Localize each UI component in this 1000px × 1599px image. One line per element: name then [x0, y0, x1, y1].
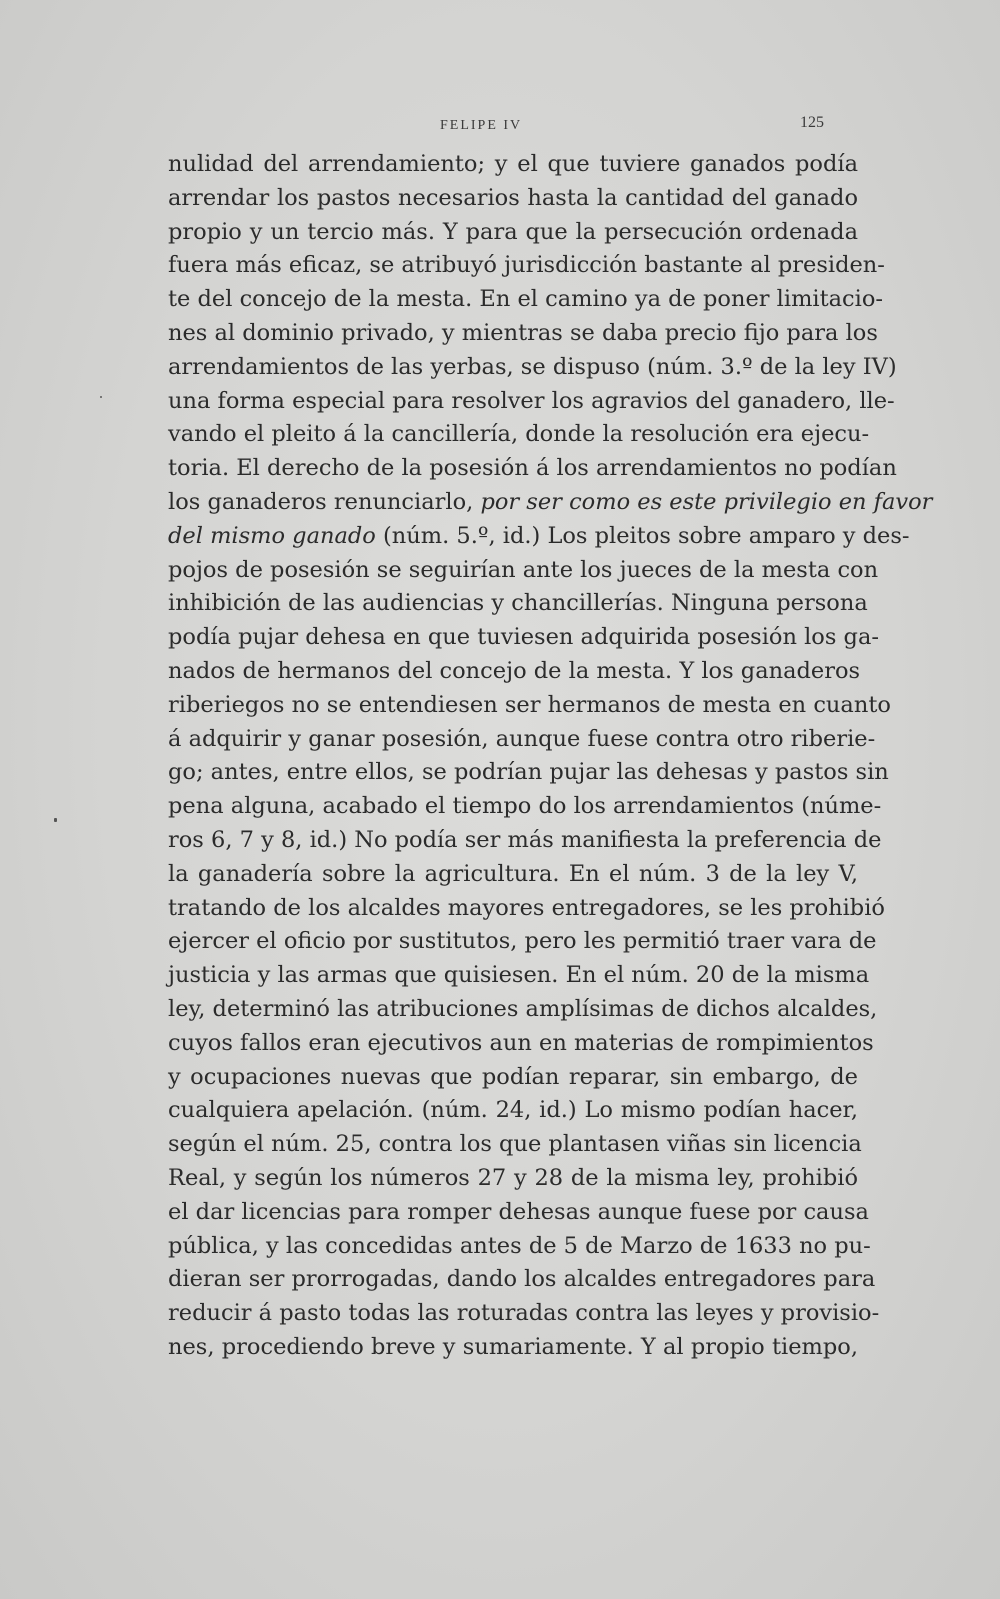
text-line: arrendar los pastos necesarios hasta la cantidad del ganado [168, 184, 858, 211]
italic-segment: por ser como es este privilegio en favor [480, 488, 933, 515]
page-number: 125 [800, 114, 824, 131]
text-line: riberiegos no se entendiesen ser hermanos de mesta en cuanto [168, 691, 891, 718]
text-line: reducir á pasto todas las roturadas contra las leyes y provisio- [168, 1300, 880, 1327]
text-line: arrendamientos de las yerbas, se dispuso (núm. 3.º de la ley IV) [168, 353, 897, 380]
text-segment: los ganaderos renunciarlo, [168, 488, 474, 515]
text-segment: (núm. 5.º, id.) Los pleitos sobre amparo y des- [383, 522, 910, 549]
text-line: y ocupaciones nuevas que podían reparar, sin embargo, de [168, 1063, 858, 1090]
text-line: toria. El derecho de la posesión á los arrendamientos no podían [168, 455, 897, 482]
text-line: pena alguna, acabado el tiempo do los arrendamientos (núme- [168, 793, 882, 820]
text-line: tratando de los alcaldes mayores entregadores, se les prohibió [168, 894, 885, 921]
text-line: ros 6, 7 y 8, id.) No podía ser más manifiesta la preferencia de [168, 826, 882, 853]
text-line: propio y un tercio más. Y para que la persecución ordenada [168, 218, 858, 245]
text-line: podía pujar dehesa en que tuviesen adquirida posesión los ga- [168, 624, 879, 651]
text-line: una forma especial para resolver los agravios del ganadero, lle- [168, 387, 895, 414]
text-line: inhibición de las audiencias y chancillerías. Ninguna persona [168, 590, 868, 617]
text-line: el dar licencias para romper dehesas aunque fuese por causa [168, 1198, 869, 1225]
text-line: ejercer el oficio por sustitutos, pero les permitió traer vara de [168, 928, 877, 955]
text-line: pojos de posesión se seguirían ante los jueces de la mesta con [168, 556, 879, 583]
ink-speck [54, 818, 57, 822]
text-line: nados de hermanos del concejo de la mesta. Y los ganaderos [168, 657, 861, 684]
running-head: FELIPE IV [440, 118, 523, 133]
text-line: nes, procediendo breve y sumariamente. Y al propio tiempo, [168, 1333, 858, 1360]
ink-speck [100, 396, 102, 398]
text-line: go; antes, entre ellos, se podrían pujar las dehesas y pastos sin [168, 759, 889, 786]
text-line: justicia y las armas que quisiesen. En el núm. 20 de la misma [168, 962, 870, 989]
body-text [168, 148, 933, 1365]
text-line-with-italic [168, 520, 910, 554]
text-line: fuera más eficaz, se atribuyó jurisdicción bastante al presiden- [168, 252, 885, 279]
text-line: según el núm. 25, contra los que plantasen viñas sin licencia [168, 1131, 862, 1158]
text-line-with-italic [168, 486, 933, 520]
text-line: te del concejo de la mesta. En el camino ya de poner limitacio- [168, 286, 884, 313]
text-line: pública, y las concedidas antes de 5 de Marzo de 1633 no pu- [168, 1232, 871, 1259]
text-line: dieran ser prorrogadas, dando los alcaldes entregadores para [168, 1266, 876, 1293]
text-line: cualquiera apelación. (núm. 24, id.) Lo mismo podían hacer, [168, 1097, 858, 1124]
text-line: Real, y según los números 27 y 28 de la misma ley, prohibió [168, 1164, 858, 1191]
text-line: cuyos fallos eran ejecutivos aun en materias de rompimientos [168, 1029, 874, 1056]
text-line: á adquirir y ganar posesión, aunque fuese contra otro riberie- [168, 725, 876, 752]
text-line: vando el pleito á la cancillería, donde la resolución era ejecu- [168, 421, 870, 448]
text-line: ley, determinó las atribuciones amplísimas de dichos alcaldes, [168, 995, 878, 1022]
text-line: nulidad del arrendamiento; y el que tuviere ganados podía [168, 151, 858, 177]
italic-segment: del mismo ganado [168, 522, 376, 549]
text-line: nes al dominio privado, y mientras se daba precio fijo para los [168, 319, 878, 346]
text-line: la ganadería sobre la agricultura. En el núm. 3 de la ley V, [168, 860, 858, 887]
